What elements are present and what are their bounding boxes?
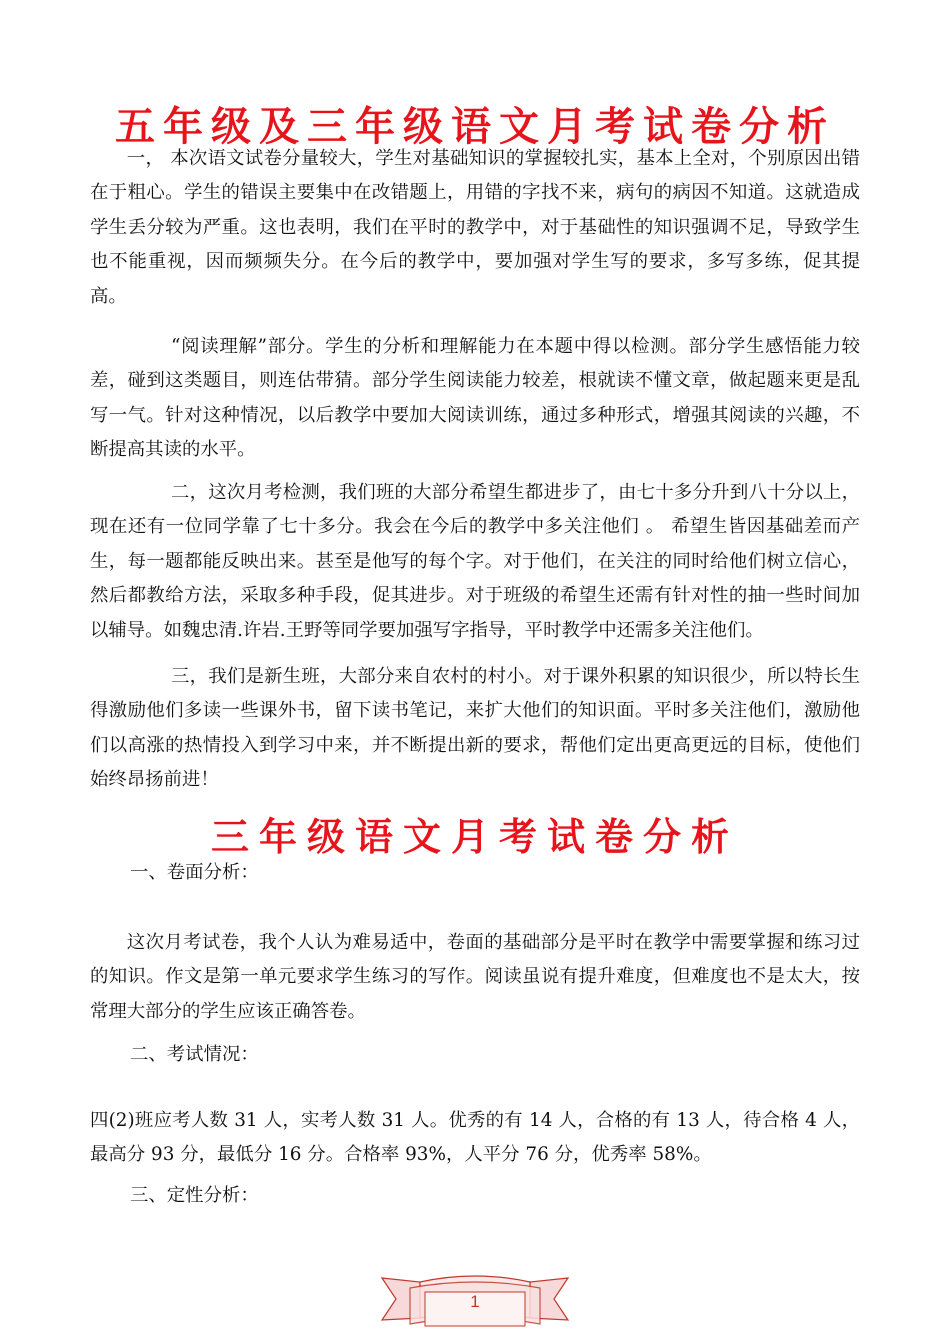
section-heading-paper-analysis: 一、卷面分析：: [130, 862, 259, 883]
paragraph-reading-comprehension: “阅读理解”部分。学生的分析和理解能力在本题中得以检测。部分学生感悟能力较差，碰到这类题目，则连估带猜。部分学生阅读能力较差，根就读不懂文章，做起题来更是乱写一气。针对这种情况，以后教学中要加大阅读训练，通过多种形式，增强其阅读的兴趣，不断提高其读的水平。: [90, 336, 860, 461]
paragraph-hope-students: 二，这次月考检测，我们班的大部分希望生都进步了，由七十多分升到八十分以上，现在还有一位同学靠了七十多分。我会在今后的教学中多关注他们 。 希望生皆因基础差而产生，每一题都能反映出来。甚至是他写的每个字。对于他们，在关注的同时给他们树立信心，然后都教给方法，采取多种手段，促其进步。对于班级的希望生还需有针对性的抽一些时间加以辅导。如魏忠清.许岩.王野等同学要加强写字指导，平时教学中还需多关注他们。: [90, 482, 860, 641]
second-title: 三年级语文月考试卷分析: [210, 814, 739, 859]
section-heading-qualitative-analysis: 三、定性分析：: [130, 1185, 259, 1206]
paragraph-basic-knowledge: 一， 本次语文试卷分量较大，学生对基础知识的掌握较扎实，基本上全对，个别原因出错在于粗心。学生的错误主要集中在改错题上，用错的字找不来，病句的病因不知道。这就造成学生丢分较为严重。这也表明，我们在平时的教学中，对于基础性的知识强调不足，导致学生也不能重视，因而频频失分。在今后的教学中，要加强对学生写的要求，多写多练，促其提高。: [90, 148, 860, 307]
page-number: 1: [470, 1292, 480, 1311]
paragraph-exam-situation: 四(2)班应考人数 31 人，实考人数 31 人。优秀的有 14 人，合格的有 13 人，待合格 4 人，最高分 93 分，最低分 16 分。合格率 93%，人平分 76 分，优秀率 58%。: [90, 1110, 860, 1166]
section-heading-exam-situation: 二、考试情况：: [130, 1044, 259, 1065]
paragraph-new-class: 三，我们是新生班，大部分来自农村的村小。对于课外积累的知识很少，所以特长生得激励他们多读一些课外书，留下读书笔记，来扩大他们的知识面。平时多关注他们，激励他们以高涨的热情投入到学习中来，并不断提出新的要求，帮他们定出更高更远的目标，使他们始终昂扬前进！: [90, 666, 860, 791]
main-title: 五年级及三年级语文月考试卷分析: [115, 103, 835, 150]
paragraph-paper-analysis: 这次月考试卷，我个人认为难易适中，卷面的基础部分是平时在教学中需要掌握和练习过的知识。作文是第一单元要求学生练习的写作。阅读虽说有提升难度，但难度也不是太大，按常理大部分的学生应该正确答卷。: [90, 932, 860, 1022]
